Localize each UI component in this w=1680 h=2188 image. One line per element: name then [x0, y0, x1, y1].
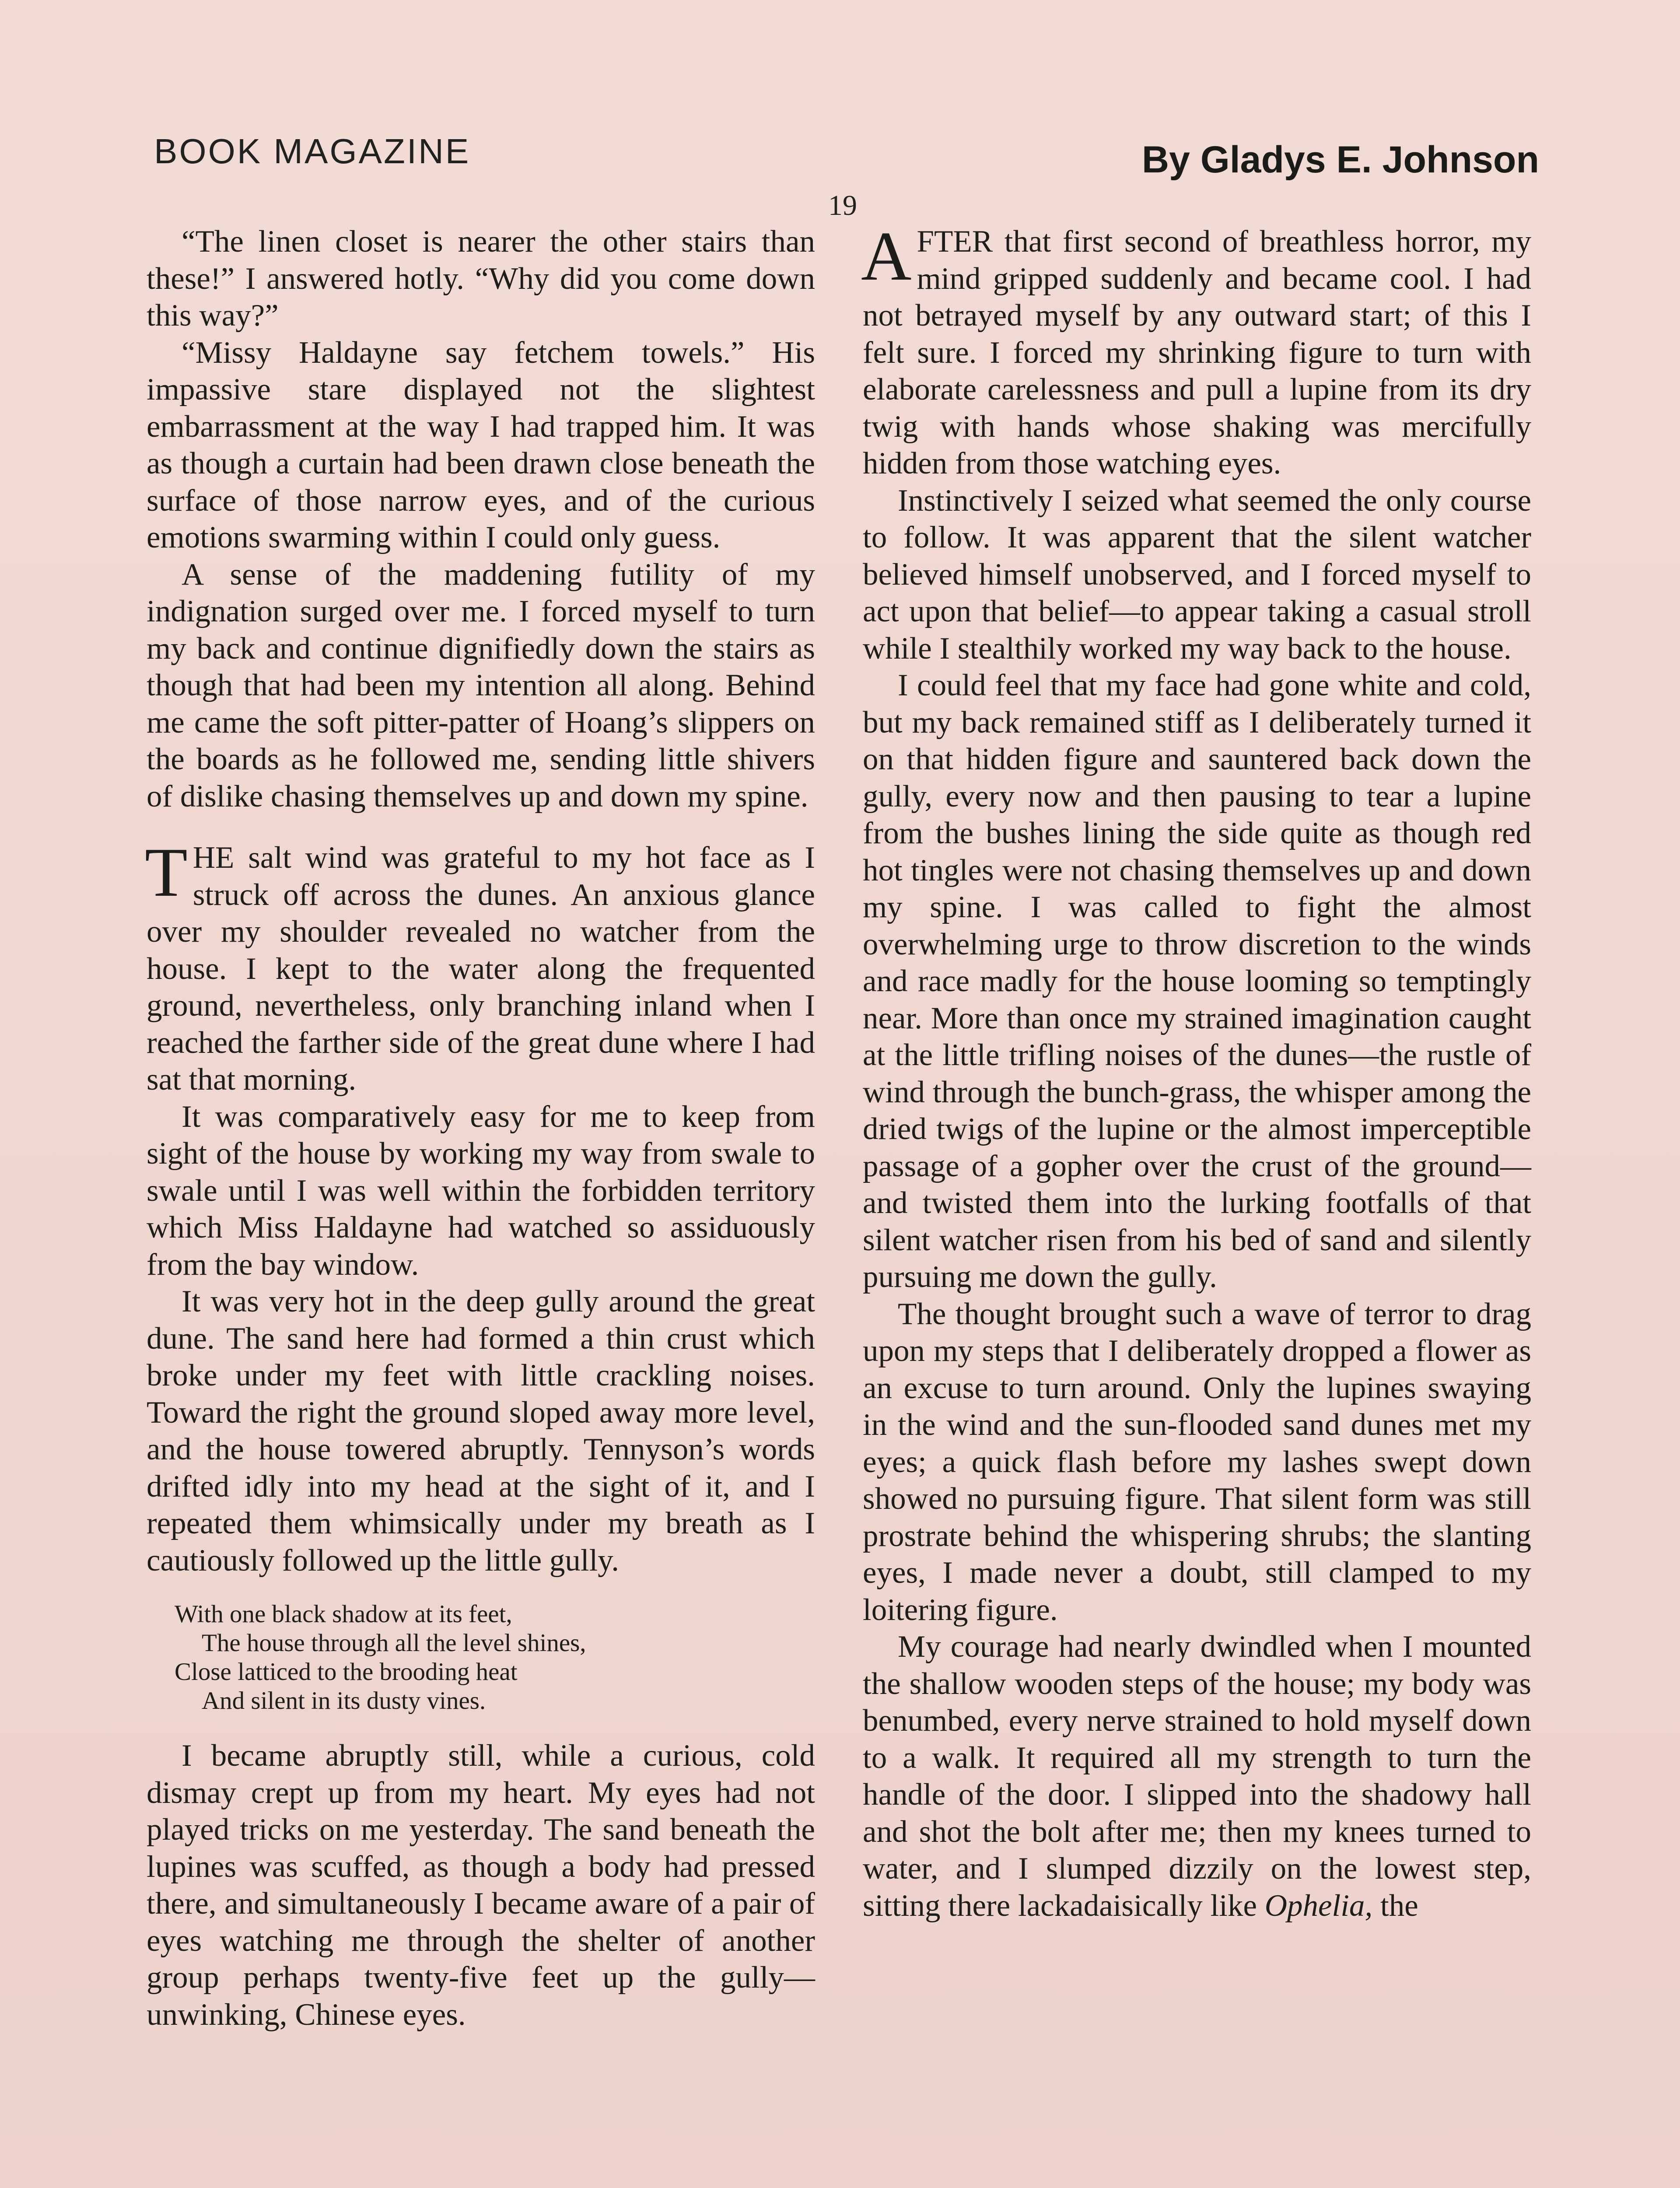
paragraph: “Missy Haldayne say fetchem towels.” His impassive stare displayed not the slightest embarrassment at the way I had trapped him. It was as though a curtain had been drawn close beneath the surface of those narrow eyes, and of the curious emotions swarming within I could only guess. [147, 335, 815, 554]
poem-line: Close latticed to the brooding heat [175, 1658, 518, 1686]
author-byline: By Gladys E. Johnson [1142, 139, 1539, 181]
paragraph-text: FTER that first second of breathless horror, my mind gripped suddenly and became cool. I had not betrayed myself by any outward start; of this I felt sure. I forced my shrinking figure to turn with elaborate carelessness and pull a lupine from its dry twig with hands whose shaking was mercifully hidden from those watching eyes. [863, 224, 1531, 480]
page-number: 19 [828, 189, 857, 221]
left-column [147, 223, 815, 2033]
paragraph [861, 217, 1531, 482]
paragraph: Instinctively I seized what seemed the only course to follow. It was apparent that the silent watcher believed himself unobserved, and I forced myself to act upon that belief—to appear taking a casual stroll while I stealthily worked my way back to the house. [863, 483, 1531, 666]
paragraph [145, 833, 815, 1098]
poem-line: With one black shadow at its feet, [175, 1600, 512, 1628]
paragraph: A sense of the maddening futility of my indignation surged over me. I forced myself to turn my back and continue dignifiedly down the stairs as though that had been my intention all along. Behind me came the soft pitter-patter of Hoang’s slippers on the boards as he followed me, sending little shivers of dislike chasing themselves up and down my spine. [147, 557, 815, 813]
paragraph: It was comparatively easy for me to keep from sight of the house by working my way from swale to swale until I was well within the forbidden territory which Miss Haldayne had watched so assiduously from the bay window. [147, 1099, 815, 1282]
paragraph: “The linen closet is nearer the other stairs than these!” I answered hotly. “Why did you come down this way?” [147, 224, 815, 333]
paragraph [863, 1628, 1531, 1924]
poem-quote [175, 1600, 815, 1715]
poem-line: And silent in its dusty vines. [202, 1687, 486, 1715]
paragraph: The thought brought such a wave of terror to drag upon my steps that I deliberately dropped a flower as an excuse to turn around. Only the lupines swaying in the wind and the sun-flooded sand dunes met my eyes; a quick flash before my lashes swept down showed no pursuing figure. That silent form was still prostrate behind the whispering shrubs; the slanting eyes, I made never a doubt, still clamped to my loitering figure. [863, 1297, 1531, 1627]
paragraph-text: HE salt wind was grateful to my hot face as I struck off across the dunes. An anxious glance over my shoulder revealed no watcher from the house. I kept to the water along the frequented ground, nevertheless, only branching inland when I reached the farther side of the great dune where I had sat that morning. [147, 841, 815, 1097]
italic-name: Ophelia, [1264, 1888, 1373, 1923]
paragraph: I became abruptly still, while a curious, cold dismay crept up from my heart. My eyes had not played tricks on me yesterday. The sand beneath the lupines was scuffed, as though a body had pressed there, and simultaneously I became aware of a pair of eyes watching me through the shelter of another group perhaps twenty-five feet up the gully—unwinking, Chinese eyes. [147, 1739, 815, 2032]
drop-cap: T [145, 833, 188, 911]
paragraph: It was very hot in the deep gully around the great dune. The sand here had formed a thin crust which broke under my feet with little crackling noises. Toward the right the ground sloped away more level, and the house towered abruptly. Tennyson’s words drifted idly into my head at the sight of it, and I repeated them whimsically under my breath as I cautiously followed up the little gully. [147, 1284, 815, 1578]
paragraph-text: the [1372, 1888, 1418, 1923]
right-column [861, 217, 1531, 1924]
drop-cap: A [861, 217, 912, 295]
poem-line: The house through all the level shines, [202, 1629, 586, 1657]
section-break [147, 815, 815, 839]
paragraph: I could feel that my face had gone white and cold, but my back remained stiff as I deliberately turned it on that hidden figure and sauntered back down the gully, every now and then pausing to tear a lupine from the bushes lining the side quite as though red hot tingles were not chasing themselves up and down my spine. I was called to fight the almost overwhelming urge to throw discretion to the winds and race madly for the house looming so temptingly near. More than once my strained imagination caught at the little trifling noises of the dunes—the rustle of wind through the bunch-grass, the whisper among the dried twigs of the lupine or the almost imperceptible passage of a gopher over the crust of the ground—and twisted them into the lurking footfalls of that silent watcher risen from his bed of sand and silently pursuing me down the gully. [863, 668, 1531, 1294]
paragraph-text: My courage had nearly dwindled when I mounted the shallow wooden steps of the house; my body was benumbed, every nerve strained to hold myself down to a walk. It required all my strength to turn the handle of the door. I slipped into the shadowy hall and shot the bolt after me; then my knees turned to water, and I slumped dizzily on the lowest step, sitting there lackadaisically like [863, 1630, 1531, 1923]
magazine-title: BOOK MAGAZINE [154, 132, 471, 171]
